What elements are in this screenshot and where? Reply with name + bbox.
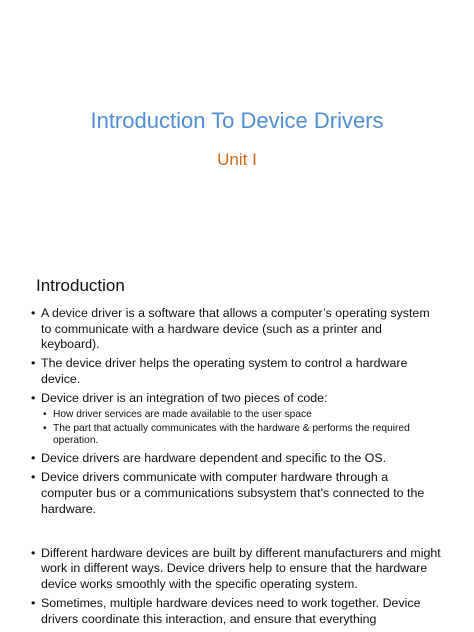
title-slide	[0, 0, 474, 250]
bullet-item: • Device drivers communicate with computer hardware through a computer bus or a communications subsystem that's connected to the hardware.	[31, 470, 441, 517]
bullet-item: • Device drivers are hardware dependent and specific to the OS.	[31, 451, 441, 467]
slide-title: Introduction To Device Drivers	[90, 108, 384, 133]
sub-bullet-list	[41, 409, 441, 448]
slide-subtitle: Unit I	[217, 150, 257, 169]
sub-bullet-item: • The part that actually communicates with the hardware & performs the required operation.	[43, 423, 441, 448]
bullet-item-with-subitems	[31, 391, 441, 448]
bullet-item: • Different hardware devices are built by different manufacturers and might work in different ways. Device drivers help to ensure that the hardware device works smoothly with the specific operating system.	[31, 546, 441, 593]
slide-heading: Introduction	[36, 276, 125, 295]
bullet-item: • A device driver is a software that allows a computer’s operating system to communicate with a hardware device (such as a printer and keyboard).	[31, 306, 441, 353]
sub-bullet-item: • How driver services are made available to the user space	[43, 409, 441, 421]
bullet-item: • The device driver helps the operating system to control a hardware device.	[31, 356, 441, 387]
bullet-list	[31, 306, 441, 631]
bullet-text: Device driver is an integration of two pieces of code:	[41, 390, 328, 405]
bullet-item: • Sometimes, multiple hardware devices need to work together. Device drivers coordinate this interaction, and ensure that everything	[31, 596, 441, 627]
bullet-spacer	[31, 521, 441, 546]
content-slide	[0, 250, 474, 632]
